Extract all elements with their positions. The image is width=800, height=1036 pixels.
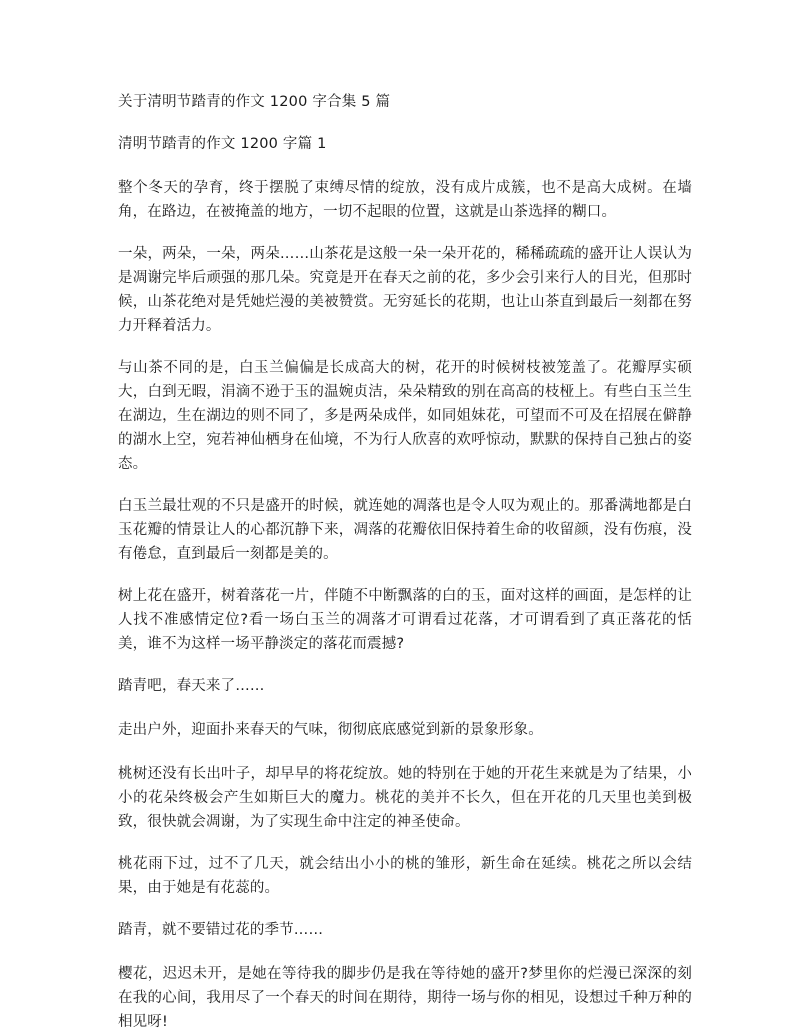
paragraph: 樱花，迟迟未开，是她在等待我的脚步仍是我在等待她的盛开?梦里你的烂漫已深深的刻在我的心间，我用尽了一个春天的时间在期待，期待一场与你的相见，设想过千种万种的相见呀! [118, 966, 692, 1030]
document-subtitle: 清明节踏青的作文 1200 字篇 1 [118, 136, 327, 152]
paragraph: 桃树还没有长出叶子，却早早的将花绽放。她的特别在于她的开花生来就是为了结果，小小的花朵终极会产生如斯巨大的魔力。桃花的美并不长久，但在开花的几天里也美到极致，很快就会凋谢，为了实现生命中注定的神圣使命。 [118, 766, 692, 830]
paragraph: 与山茶不同的是，白玉兰偏偏是长成高大的树，花开的时候树枝被笼盖了。花瓣厚实硕大，白到无暇，涓滴不逊于玉的温婉贞洁，朵朵精致的别在高高的枝桠上。有些白玉兰生在湖边，生在湖边的则不同了，多是两朵成伴，如同姐妹花，可望而不可及在招展在僻静的湖水上空，宛若神仙栖身在仙境，不为行人欣喜的欢呼惊动，默默的保持自己独占的姿态。 [118, 360, 692, 472]
paragraph: 树上花在盛开，树着落花一片，伴随不中断飘落的白的玉，面对这样的画面，是怎样的让人找不准感情定位?看一场白玉兰的凋落才可谓看过花落，才可谓看到了真正落花的恬美，谁不为这样一场平静淡定的落花而震撼? [118, 588, 692, 652]
paragraph: 走出户外，迎面扑来春天的气味，彻彻底底感觉到新的景象形象。 [118, 722, 543, 738]
paragraph: 一朵，两朵，一朵，两朵……山茶花是这般一朵一朵开花的，稀稀疏疏的盛开让人误认为是凋谢完毕后顽强的那几朵。究竟是开在春天之前的花，多少会引来行人的目光，但那时候，山茶花绝对是凭她烂漫的美被赞赏。无穷延长的花期，也让山茶直到最后一刻都在努力开释着活力。 [118, 246, 692, 334]
paragraph: 踏青，就不要错过花的季节…… [118, 922, 324, 938]
paragraph: 白玉兰最壮观的不只是盛开的时候，就连她的凋落也是令人叹为观止的。那番满地都是白玉花瓣的情景让人的心都沉静下来，凋落的花瓣依旧保持着生命的收留颜，没有伤痕，没有倦怠，直到最后一刻都是美的。 [118, 498, 692, 562]
paragraph: 踏青吧，春天来了…… [118, 678, 265, 694]
paragraph: 桃花雨下过，过不了几天，就会结出小小的桃的雏形，新生命在延续。桃花之所以会结果，由于她是有花蕊的。 [118, 856, 692, 896]
paragraph: 整个冬天的孕育，终于摆脱了束缚尽情的绽放，没有成片成簇，也不是高大成树。在墙角，在路边，在被掩盖的地方，一切不起眼的位置，这就是山茶选择的糊口。 [118, 180, 692, 220]
document-title: 关于清明节踏青的作文 1200 字合集 5 篇 [118, 94, 391, 110]
